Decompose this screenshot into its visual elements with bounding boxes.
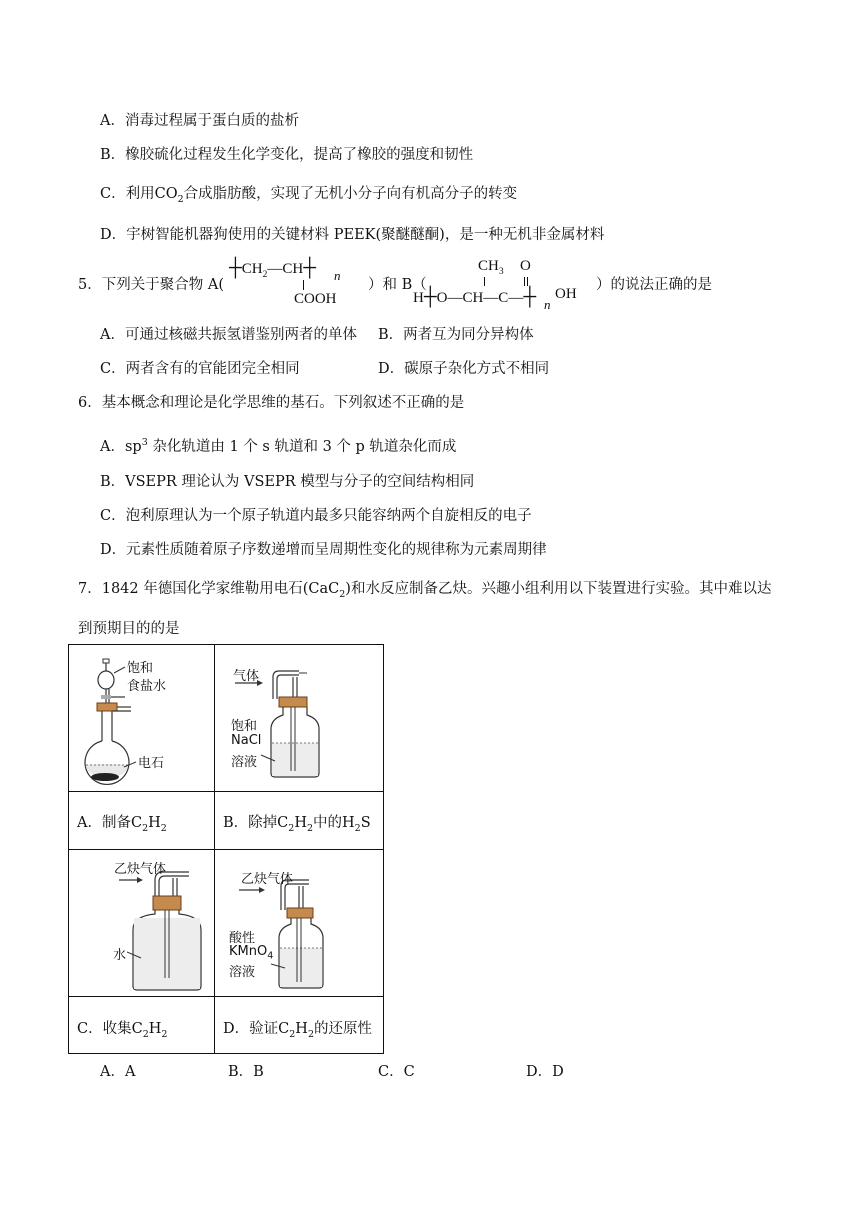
caption-d: D．验证$C_2H_2$的还原性 bbox=[223, 1021, 372, 1040]
polymer-b-ch3: $CH_3$ bbox=[478, 258, 504, 277]
caption-a: A．制备$C_2H_2$ bbox=[77, 815, 167, 834]
polymer-b-bond-2 bbox=[524, 277, 525, 286]
label-kmno4: KMnO$_4$ bbox=[229, 944, 274, 962]
q6-option-a: A．$sp^3$ 杂化轨道由 1 个 s 轨道和 3 个 p 轨道杂化而成 bbox=[100, 437, 457, 455]
label-acetylene-d: 乙炔气体 bbox=[241, 872, 294, 887]
label-water: 水 bbox=[113, 948, 127, 963]
apparatus-table bbox=[68, 644, 384, 1054]
label-acetylene-c: 乙炔气体 bbox=[114, 862, 167, 877]
q6-option-c: C．泡利原理认为一个原子轨道内最多只能容纳两个自旋相反的电子 bbox=[100, 508, 532, 524]
q4-option-a: A．消毒过程属于蛋白质的盐析 bbox=[100, 113, 299, 129]
q5-option-d: D．碳原子杂化方式不相同 bbox=[378, 361, 550, 377]
q4-option-c: C．利用$CO_2$合成脂肪酸，实现了无机小分子向有机高分子的转变 bbox=[100, 186, 518, 205]
figure-a bbox=[69, 645, 214, 791]
label-solution-b: 溶液 bbox=[231, 755, 258, 770]
label-gas: 气体 bbox=[233, 669, 260, 684]
table-hline-1 bbox=[69, 791, 383, 792]
q5-option-b: B．两者互为同分异构体 bbox=[378, 327, 534, 343]
polymer-a-side: COOH bbox=[294, 291, 337, 307]
label-saturated-b: 饱和 bbox=[231, 719, 258, 734]
caption-c: C．收集$C_2H_2$ bbox=[77, 1021, 168, 1040]
q5-stem-b: ）和 B（ bbox=[368, 277, 427, 293]
polymer-b-oh: OH bbox=[555, 286, 577, 302]
answer-d[interactable]: D．D bbox=[526, 1064, 564, 1080]
q7-stem-line2: 到预期目的的是 bbox=[78, 621, 180, 637]
q6-option-b: B．VSEPR 理论认为 VSEPR 模型与分子的空间结构相同 bbox=[100, 474, 475, 490]
q6-stem: 6．基本概念和理论是化学思维的基石。下列叙述不正确的是 bbox=[78, 395, 465, 411]
q4-option-b: B．橡胶硫化过程发生化学变化，提高了橡胶的强度和韧性 bbox=[100, 147, 474, 163]
answer-c[interactable]: C．C bbox=[378, 1064, 415, 1080]
caption-b: B．除掉$C_2H_2$中的$H_2S$ bbox=[223, 815, 371, 834]
polymer-b-bond-3 bbox=[527, 277, 528, 286]
figure-c bbox=[69, 850, 214, 996]
answer-a[interactable]: A．A bbox=[100, 1064, 136, 1080]
q4-option-d: D．宇树智能机器狗使用的关键材料 PEEK(聚醚醚酮)，是一种无机非金属材料 bbox=[100, 227, 605, 243]
polymer-b-oxygen: O bbox=[520, 258, 531, 274]
label-brine: 食盐水 bbox=[127, 679, 167, 694]
label-saturated: 饱和 bbox=[127, 661, 154, 676]
q7-stem: 7．1842 年德国化学家维勒用电石(CaC$_2$)和水反应制备乙炔。兴趣小组利用以下装置进行实验。其中难以达 bbox=[78, 581, 772, 600]
polymer-a-bond bbox=[303, 280, 304, 290]
polymer-b-n: n bbox=[544, 297, 551, 312]
label-acidic: 酸性 bbox=[229, 931, 256, 946]
label-solution-d: 溶液 bbox=[229, 965, 256, 980]
polymer-b-bond-1 bbox=[484, 277, 485, 286]
figure-b bbox=[215, 645, 383, 791]
table-hline-3 bbox=[69, 996, 383, 997]
label-nacl: NaCl bbox=[231, 733, 262, 748]
q5-number: 5．下列关于聚合物 A( bbox=[78, 277, 224, 293]
answer-b[interactable]: B．B bbox=[228, 1064, 264, 1080]
label-carbide: 电石 bbox=[138, 756, 165, 771]
figure-d bbox=[215, 850, 383, 996]
q5-option-c: C．两者含有的官能团完全相同 bbox=[100, 361, 300, 377]
q6-option-d: D．元素性质随着原子序数递增而呈周期性变化的规律称为元素周期律 bbox=[100, 542, 547, 558]
q5-option-a: A．可通过核磁共振氢谱鉴别两者的单体 bbox=[100, 327, 357, 343]
q5-stem-c: ）的说法正确的是 bbox=[596, 277, 712, 293]
polymer-a-n: n bbox=[334, 268, 341, 283]
polymer-a-chain: $┼CH_2—CH┼$ bbox=[229, 257, 316, 280]
polymer-b-chain: H┼O—CH—C—┼ bbox=[413, 286, 537, 306]
